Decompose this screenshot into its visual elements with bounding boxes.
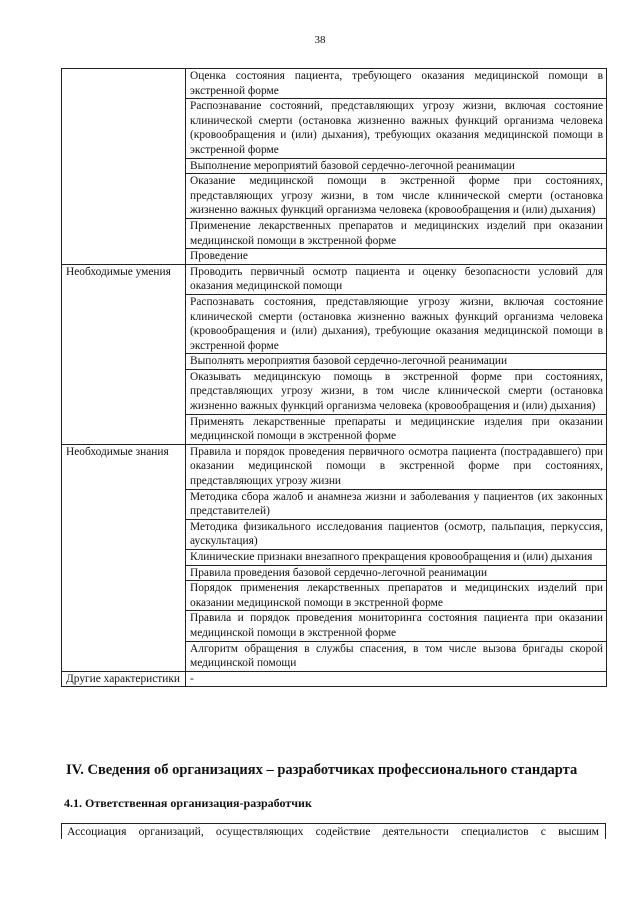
row-item: Выполнять мероприятия базовой сердечно-легочной реанимации bbox=[186, 354, 607, 370]
row-label: Необходимые знания bbox=[62, 444, 186, 671]
row-item: Алгоритм обращения в службы спасения, в том числе вызова бригады скорой медицинской помощи bbox=[186, 641, 607, 671]
table-row bbox=[62, 444, 607, 489]
row-item: Оценка состояния пациента, требующего оказания медицинской помощи в экстренной форме bbox=[186, 69, 607, 99]
row-item: Применять лекарственные препараты и медицинские изделия при оказании медицинской помощи в экстренной форме bbox=[186, 414, 607, 444]
organization-name-field: Ассоциация организаций, осуществляющих содействие деятельности специалистов с высшим bbox=[61, 823, 606, 839]
row-item: Правила и порядок проведения мониторинга состояния пациента при оказании медицинской помощи в экстренной форме bbox=[186, 611, 607, 641]
row-item: Правила проведения базовой сердечно-легочной реанимации bbox=[186, 565, 607, 581]
row-item: Методика физикального исследования пациентов (осмотр, пальпация, перкуссия, аускультация) bbox=[186, 519, 607, 549]
row-item: Правила и порядок проведения первичного осмотра пациента (пострадавшего) при оказании медицинской помощи в экстренной форме при состояниях, представляющих угрозу жизни bbox=[186, 444, 607, 489]
subsection-heading: 4.1. Ответственная организация-разработчик bbox=[64, 796, 312, 810]
competency-table bbox=[61, 68, 607, 687]
row-item: Порядок применения лекарственных препаратов и медицинских изделий при оказании медицинской помощи в экстренной форме bbox=[186, 581, 607, 611]
row-item: Оказывать медицинскую помощь в экстренной форме при состояниях, представляющих угрозу жизни, в том числе клинической смерти (остановка жизненно важных функций организма человека (кровообращения и (или) дыхания) bbox=[186, 369, 607, 414]
row-label: Другие характеристики bbox=[62, 671, 186, 687]
table-row bbox=[62, 264, 607, 294]
row-item: Распознавать состояния, представляющие угрозу жизни, включая состояние клинической смерти (остановка жизненно важных функций организма человека (кровообращения и (или) дыхания), требующие оказания медицинской помощи в экстренной форме bbox=[186, 294, 607, 353]
page-number: 38 bbox=[314, 34, 326, 46]
row-label bbox=[62, 69, 186, 265]
table-body bbox=[62, 69, 607, 687]
row-item: - bbox=[186, 671, 607, 687]
row-label: Необходимые умения bbox=[62, 264, 186, 444]
row-item: Оказание медицинской помощи в экстренной форме при состояниях, представляющих угрозу жизни, в том числе клинической смерти (остановка жизненно важных функций организма человека (кровообращения и (или) дыхания) bbox=[186, 174, 607, 219]
row-item: Клинические признаки внезапного прекращения кровообращения и (или) дыхания bbox=[186, 550, 607, 566]
row-item: Выполнение мероприятий базовой сердечно-легочной реанимации bbox=[186, 158, 607, 174]
row-item: Распознавание состояний, представляющих угрозу жизни, включая состояние клинической смерти (остановка жизненно важных функций организма человека (кровообращения и (или) дыхания), требующих оказания медицинской помощи в экстренной форме bbox=[186, 99, 607, 158]
row-item: Проведение bbox=[186, 249, 607, 265]
table-row bbox=[62, 671, 607, 687]
row-item: Методика сбора жалоб и анамнеза жизни и заболевания у пациентов (их законных представителей) bbox=[186, 489, 607, 519]
section-heading: IV. Сведения об организациях – разработчиках профессионального стандарта bbox=[66, 762, 578, 778]
row-item: Применение лекарственных препаратов и медицинских изделий при оказании медицинской помощи в экстренной форме bbox=[186, 218, 607, 248]
row-item: Проводить первичный осмотр пациента и оценку безопасности условий для оказания медицинской помощи bbox=[186, 264, 607, 294]
table-row bbox=[62, 69, 607, 99]
